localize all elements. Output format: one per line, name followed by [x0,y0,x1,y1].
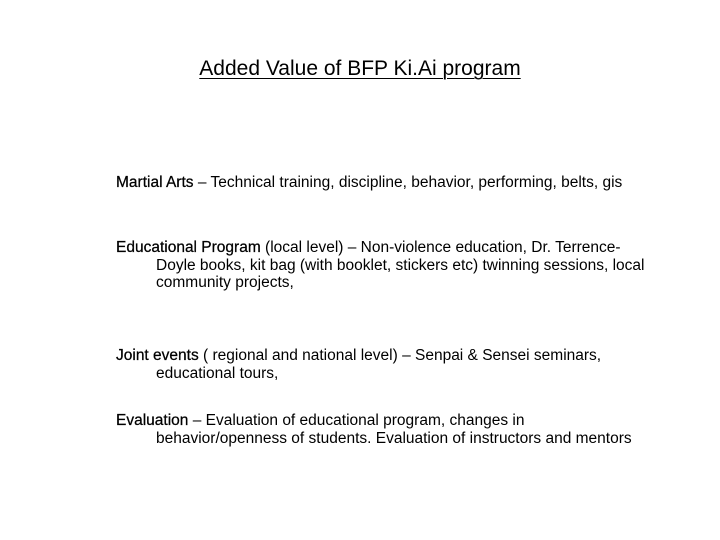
bullet-item-evaluation [116,412,656,447]
item-term: Evaluation [116,412,189,429]
item-term: Educational Program [116,239,261,256]
item-description: – Evaluation of educational program, changes in behavior/openness of students. Evaluation of instructors and mentors [156,412,632,447]
bullet-item-joint-events [116,347,656,382]
slide-title: Added Value of BFP Ki.Ai program [199,57,521,80]
item-description: ( regional and national level) – Senpai & Sensei seminars, educational tours, [156,347,602,382]
item-description: (local level) – Non-violence education, Dr. Terrence- Doyle books, kit bag (with booklet, stickers etc) twinning sessions, local community projects, [156,239,645,291]
bullet-item-educational-program [116,239,656,292]
item-description: – Technical training, discipline, behavior, performing, belts, gis [193,174,623,191]
item-term: Joint events [116,347,199,364]
item-term: Martial Arts [116,174,194,191]
bullet-item-martial-arts [116,174,656,192]
